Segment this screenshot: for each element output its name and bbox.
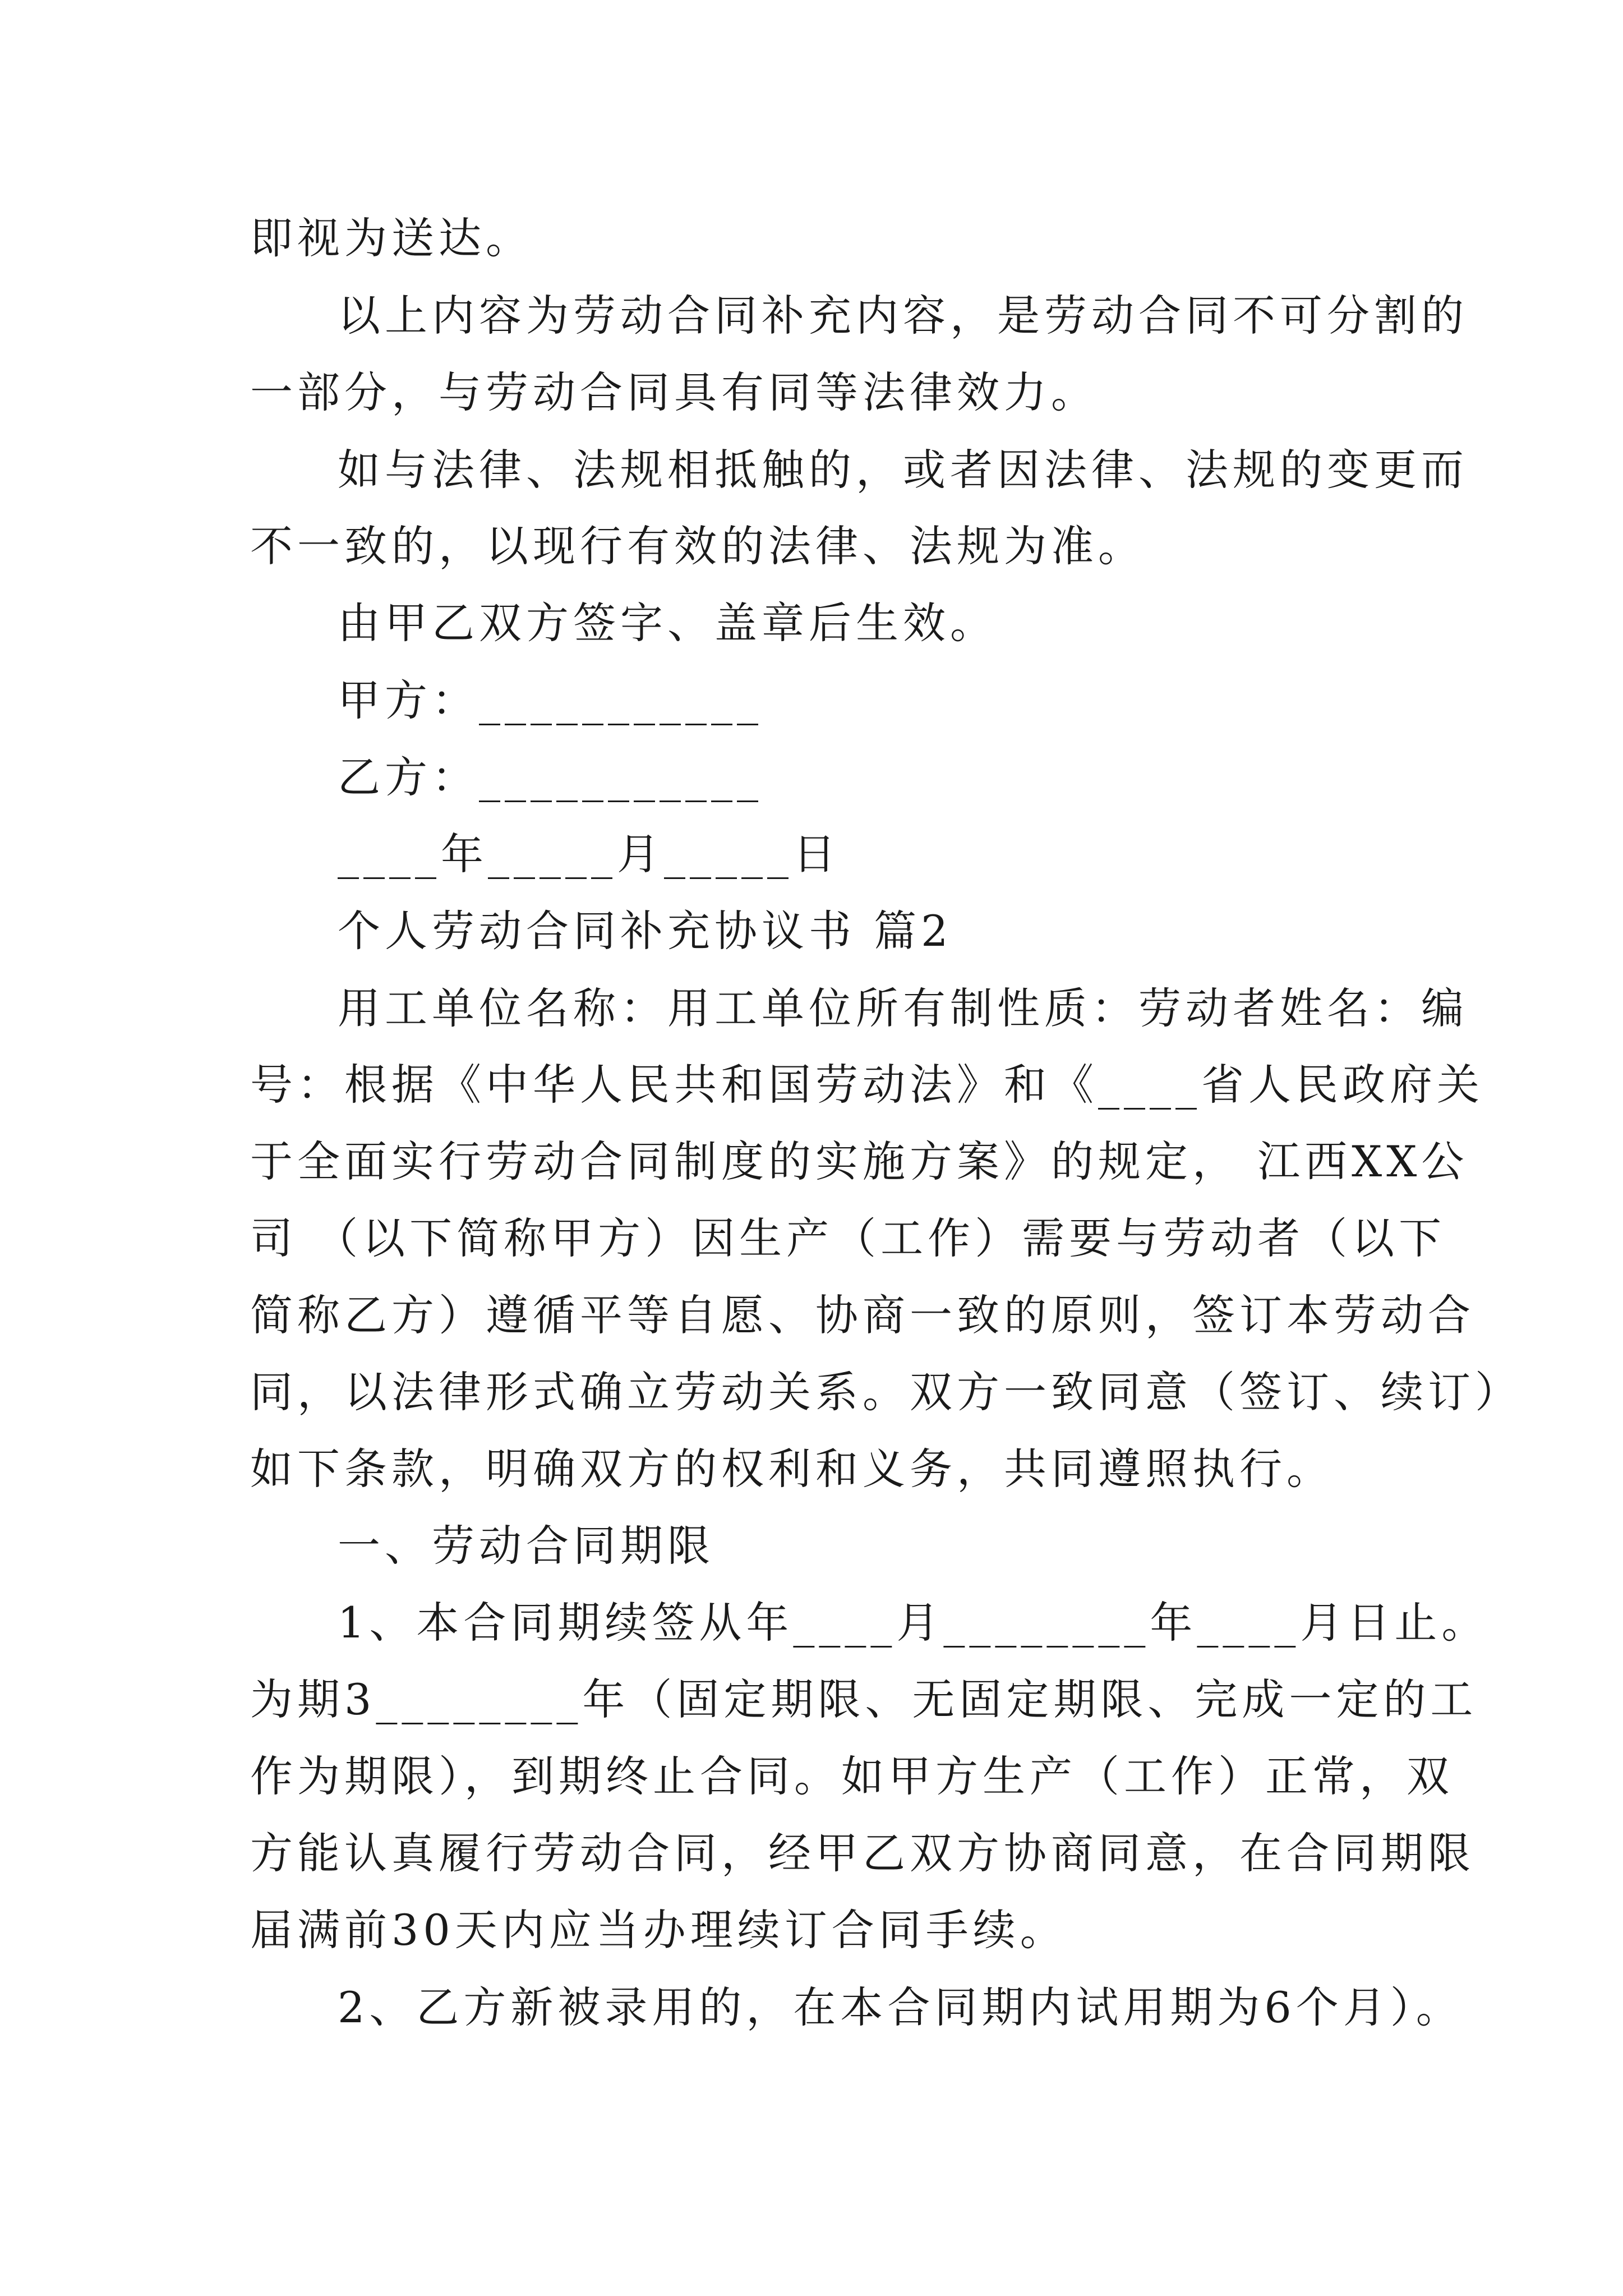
text-line: 方能认真履行劳动合同，经甲乙双方协商同意，在合同期限 xyxy=(250,1828,1475,1878)
text-line: 同，以法律形式确立劳动关系。双方一致同意（签订、续订） xyxy=(250,1367,1522,1417)
text-line: 届满前30天内应当办理续订合同手续。 xyxy=(250,1905,1067,1955)
text-line: 即视为送达。 xyxy=(250,213,533,263)
text-line: 不一致的，以现行有效的法律、法规为准。 xyxy=(250,521,1145,571)
section-title: 个人劳动合同补充协议书 篇2 xyxy=(338,906,953,956)
text-line: 号：根据《中华人民共和国劳动法》和《____省人民政府关 xyxy=(250,1060,1484,1110)
text-line: 于全面实行劳动合同制度的实施方案》的规定， 江西XX公 xyxy=(250,1137,1469,1186)
text-line: 为期3________年（固定期限、无固定期限、完成一定的工 xyxy=(250,1674,1478,1724)
text-line: 2、乙方新被录用的，在本合同期内试用期为6个月）。 xyxy=(338,1982,1463,2032)
date-line: ____年_____月_____日 xyxy=(338,829,840,879)
text-line: 一部分，与劳动合同具有同等法律效力。 xyxy=(250,367,1098,417)
text-line: 1、本合同期续签从年____月________年____月日止。 xyxy=(338,1598,1489,1648)
signature-line-party-a: 甲方：___________ xyxy=(338,675,763,725)
text-line: 简称乙方）遵循平等自愿、协商一致的原则，签订本劳动合 xyxy=(250,1290,1475,1340)
signature-line-party-b: 乙方：___________ xyxy=(338,752,763,802)
clause-heading: 一、劳动合同期限 xyxy=(338,1521,714,1571)
text-line: 作为期限），到期终止合同。如甲方生产（工作）正常，双 xyxy=(250,1751,1454,1801)
text-line: 以上内容为劳动合同补充内容，是劳动合同不可分割的 xyxy=(338,291,1468,341)
text-line: 如与法律、法规相抵触的，或者因法律、法规的变更而 xyxy=(338,445,1468,495)
text-line: 用工单位名称：用工单位所有制性质：劳动者姓名：编 xyxy=(338,983,1468,1033)
text-line: 由甲乙双方签字、盖章后生效。 xyxy=(338,598,997,648)
text-line: 司 （以下简称甲方）因生产（工作）需要与劳动者（以下 xyxy=(250,1213,1446,1263)
text-line: 如下条款，明确双方的权利和义务，共同遵照执行。 xyxy=(250,1444,1334,1494)
